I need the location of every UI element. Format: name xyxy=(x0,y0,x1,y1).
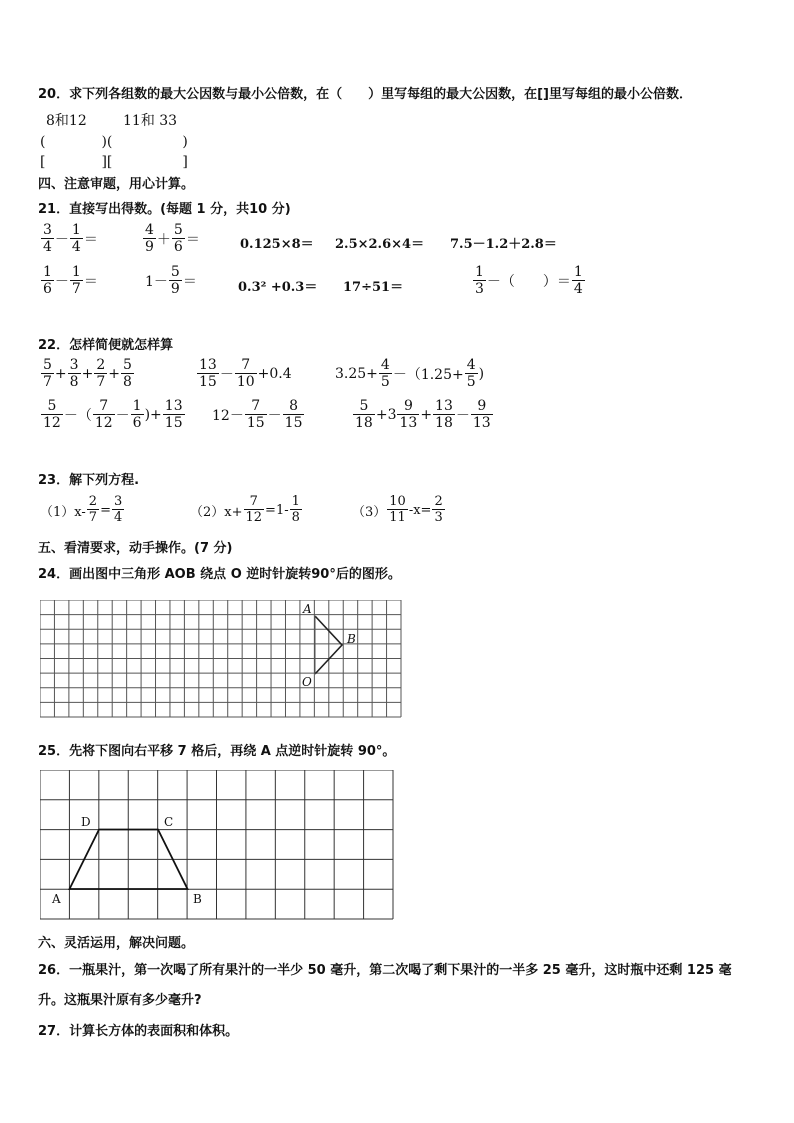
q22-expr-1: $\frac{5}{7}$ + $\frac{3}{8}$ + $\frac{2}{7}$ + $\frac{5}{8}$ xyxy=(43,357,132,390)
q25-grid[interactable] xyxy=(40,770,394,920)
q23-equation-3: （3） $\frac{10}{11}$ -x= $\frac{2}{3}$ xyxy=(352,494,443,525)
point-b2-label: B xyxy=(193,892,202,906)
q24-title: 24．画出图中三角形 AOB 绕点 O 逆时针旋转90°后的图形。 xyxy=(38,567,401,582)
point-c-label: C xyxy=(164,815,174,829)
q22-expr-3: 3.25+ $\frac{4}{5}$ －（1.25+ $\frac{4}{5}$ ) xyxy=(335,357,485,390)
q21-expr-5: 7.5－1.2＋2.8＝ xyxy=(450,237,557,252)
point-a2-label: A xyxy=(52,892,61,906)
q25-title: 25．先将下图向右平移 7 格后，再绕 A 点逆时针旋转 90°。 xyxy=(38,744,396,759)
q21-expr-10: $\frac{1}{3}$ －（ ）＝ $\frac{1}{4}$ xyxy=(475,264,583,297)
q21-expr-8: 0.3² +0.3＝ xyxy=(238,280,318,295)
q23-equation-1: （1）x- $\frac{2}{7}$ = $\frac{3}{4}$ xyxy=(40,494,123,525)
q21-expr-1: $\frac{3}{4}$ － $\frac{1}{4}$ ＝ xyxy=(43,222,98,255)
q26-line-2: 升。这瓶果汁原有多少毫升? xyxy=(38,993,202,1008)
q21-expr-6: $\frac{1}{6}$ － $\frac{1}{7}$ ＝ xyxy=(43,264,98,297)
q22-expr-4: $\frac{5}{12}$ －（ $\frac{7}{12}$ － $\frac{1}{6}$ )+ $\frac{13}{15}$ xyxy=(43,398,183,431)
section-4-heading: 四、注意审题，用心计算。 xyxy=(38,177,195,192)
q22-expr-5: 12－ $\frac{7}{15}$ － $\frac{8}{15}$ xyxy=(212,398,303,431)
q21-expr-2: $\frac{4}{9}$ ＋ $\frac{5}{6}$ ＝ xyxy=(145,222,200,255)
q21-title: 21．直接写出得数。(每题 1 分，共10 分) xyxy=(38,202,291,217)
q20-lcm-blanks[interactable]: [ ][ ] xyxy=(40,154,188,170)
q20-pair-1: 8和12 xyxy=(46,113,87,129)
q26-line-1: 26．一瓶果汁，第一次喝了所有果汁的一半少 50 毫升，第二次喝了剩下果汁的一半多 25 毫升，这时瓶中还剩 125 毫 xyxy=(38,963,732,978)
q22-expr-6: $\frac{5}{18}$ + 3 $\frac{9}{13}$ + $\frac{13}{18}$ － $\frac{9}{13}$ xyxy=(355,398,491,431)
q21-expr-7: 1－ $\frac{5}{9}$ ＝ xyxy=(145,264,197,297)
point-d-label: D xyxy=(81,815,91,829)
point-o-label: O xyxy=(302,675,312,689)
q22-title: 22．怎样简便就怎样算 xyxy=(38,338,174,353)
q20-pair-2: 11和 33 xyxy=(123,113,178,129)
q21-expr-4: 2.5×2.6×4＝ xyxy=(335,237,425,252)
q21-expr-3: 0.125×8＝ xyxy=(240,237,314,252)
point-b-label: B xyxy=(347,632,356,646)
point-a-label: A xyxy=(303,602,312,616)
q27-title: 27．计算长方体的表面积和体积。 xyxy=(38,1024,239,1039)
q23-title: 23．解下列方程. xyxy=(38,473,140,488)
q20-gcd-blanks[interactable]: ( )( ) xyxy=(40,134,188,150)
q24-grid[interactable] xyxy=(40,600,402,718)
q22-expr-2: $\frac{13}{15}$ － $\frac{7}{10}$ +0.4 xyxy=(199,357,292,390)
q21-expr-9: 17÷51＝ xyxy=(343,280,404,295)
q23-equation-2: （2）x+ $\frac{7}{12}$ =1- $\frac{1}{8}$ xyxy=(190,494,300,525)
q20-prompt: 20．求下列各组数的最大公因数与最小公倍数，在（ ）里写每组的最大公因数，在[]里写每组的最小公倍数． xyxy=(38,87,692,102)
section-5-heading: 五、看清要求，动手操作。(7 分) xyxy=(38,541,233,556)
section-6-heading: 六、灵活运用，解决问题。 xyxy=(38,936,195,951)
